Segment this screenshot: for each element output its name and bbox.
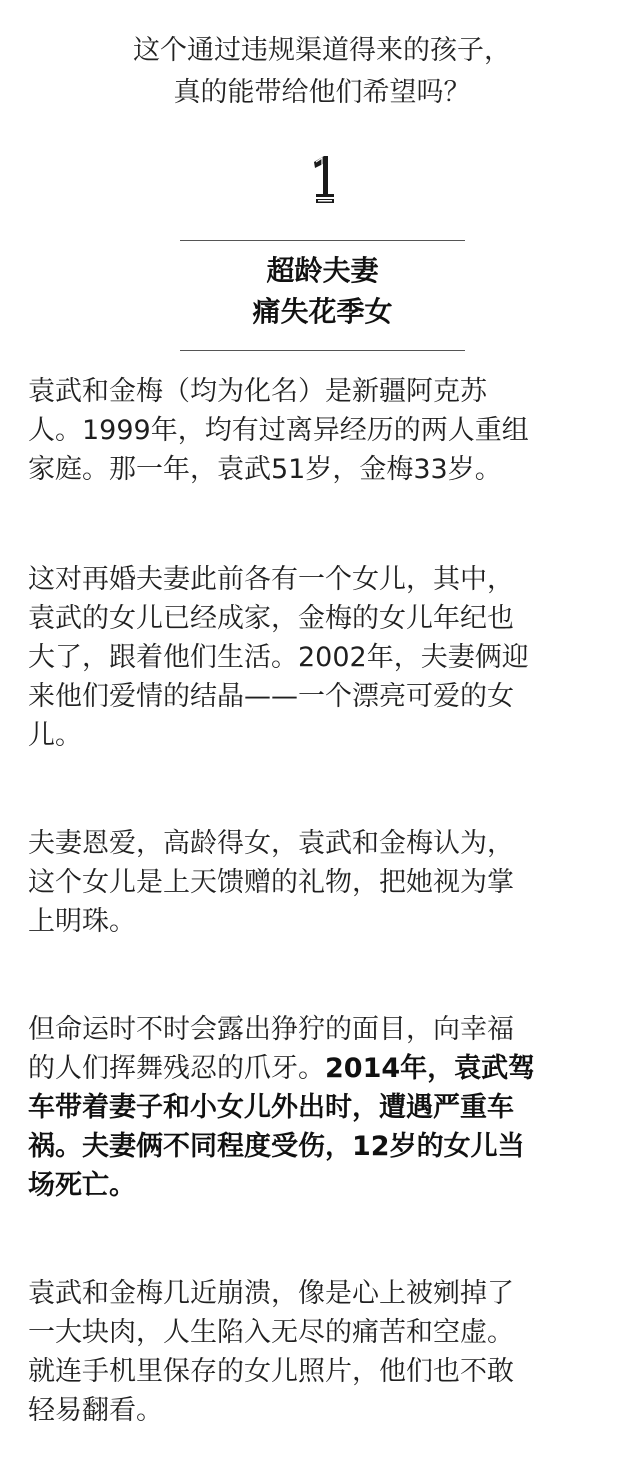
numeral-one-glyph xyxy=(302,152,342,208)
emphasis-span: 2014年，袁武驾 xyxy=(325,1053,536,1084)
text-line: 袁武和金梅几近崩溃，像是心上被剜掉了 xyxy=(28,1278,514,1309)
text-line: 人。1999年，均有过离异经历的两人重组 xyxy=(28,415,529,446)
paragraph-1 xyxy=(28,372,628,489)
text-line: 家庭。那一年，袁武51岁，金梅33岁。 xyxy=(28,454,502,485)
paragraph-4 xyxy=(28,1010,628,1205)
section-title-line: 痛失花季女 xyxy=(252,295,393,328)
text-line: 袁武和金梅（均为化名）是新疆阿克苏 xyxy=(28,376,487,407)
section-title-line: 超龄夫妻 xyxy=(266,254,379,287)
text-line-mixed xyxy=(28,1049,628,1088)
text-line: 来他们爱情的结晶——一个漂亮可爱的女 xyxy=(28,681,514,712)
text-line: 大了，跟着他们生活。2002年，夫妻俩迎 xyxy=(28,642,529,673)
text-span: 的人们挥舞残忍的爪牙。 xyxy=(28,1053,325,1084)
emphasis-line: 祸。夫妻俩不同程度受伤，12岁的女儿当 xyxy=(28,1131,525,1162)
text-line: 夫妻恩爱，高龄得女，袁武和金梅认为， xyxy=(28,828,514,859)
text-line: 就连手机里保存的女儿照片，他们也不敢 xyxy=(28,1356,514,1387)
text-line: 一大块肉，人生陷入无尽的痛苦和空虚。 xyxy=(28,1317,514,1348)
text-line: 上明珠。 xyxy=(28,906,136,937)
paragraph-5 xyxy=(28,1274,628,1430)
emphasis-line: 场死亡。 xyxy=(28,1170,136,1201)
section-heading xyxy=(180,240,465,351)
text-line: 这对再婚夫妻此前各有一个女儿，其中， xyxy=(28,564,514,595)
intro-question xyxy=(0,30,644,114)
paragraph-2 xyxy=(28,560,628,755)
text-line: 但命运时不时会露出狰狞的面目，向幸福 xyxy=(28,1014,514,1045)
text-line: 袁武的女儿已经成家，金梅的女儿年纪也 xyxy=(28,603,514,634)
text-line: 这个女儿是上天馈赠的礼物，把她视为掌 xyxy=(28,867,514,898)
section-number-1-icon xyxy=(302,152,342,208)
intro-line: 真的能带给他们希望吗？ xyxy=(173,77,471,108)
intro-line: 这个通过违规渠道得来的孩子， xyxy=(133,35,511,66)
paragraph-3 xyxy=(28,824,628,941)
text-line: 轻易翻看。 xyxy=(28,1395,163,1426)
text-line: 儿。 xyxy=(28,720,82,751)
emphasis-line: 车带着妻子和小女儿外出时，遭遇严重车 xyxy=(28,1092,514,1123)
